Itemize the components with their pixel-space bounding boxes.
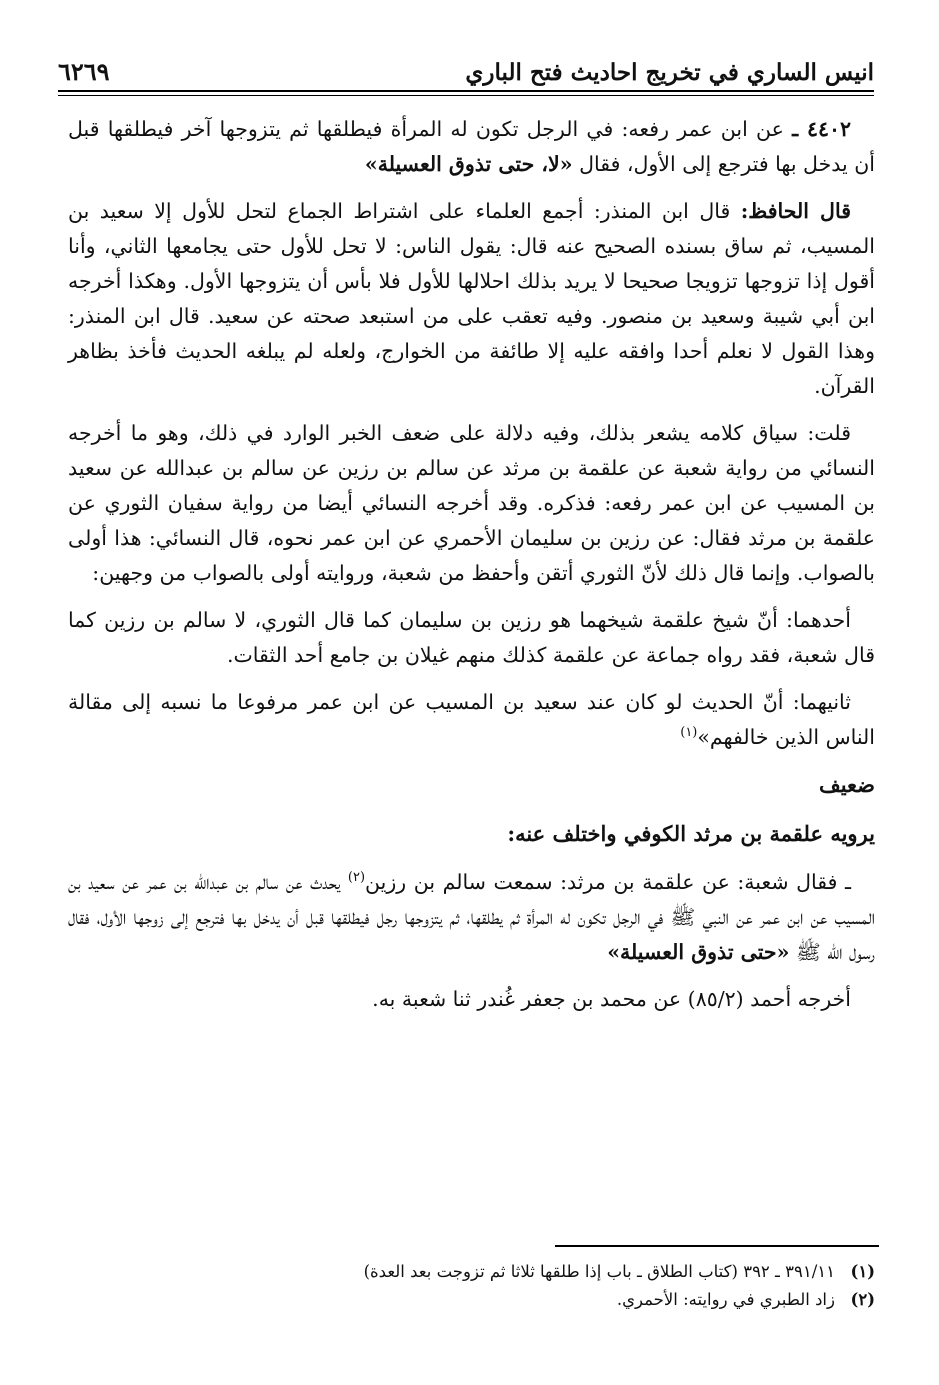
footnotes — [180, 1258, 875, 1314]
commentary-label: قال الحافظ: — [740, 199, 851, 223]
page-number: ٦٢٦٩ — [58, 57, 110, 86]
hadith-quote: «لا، حتى تذوق العسيلة» — [364, 152, 573, 176]
second-reason-text: ثانيهما: أنّ الحديث لو كان عند سعيد بن المسيب عن ابن عمر مرفوعا ما نسبه إلى مقالة الناس الذين خالفهم» — [68, 690, 875, 749]
hadith-text: عن ابن عمر رفعه: في الرجل تكون له المرأة فيطلقها ثم يتزوجها آخر فيطلقها قبل أن يدخل بها فترجع إلى الأول، فقال — [68, 117, 875, 176]
shuba-text-1: ـ فقال شعبة: عن علقمة بن مرثد: سمعت سالم بن رزين — [365, 870, 851, 894]
commentary-text: قال ابن المنذر: أجمع العلماء على اشتراط الجماع لتحل للأول إلا سعيد بن المسيب، ثم ساق بسنده الصحيح عنه قال: يقول الناس: لا تحل للأول حتى يجامعها الثاني، وأنا أقول إذا تزوجها تزويجا صحيحا لا يريد بذلك احلالها للأول فلا بأس أن يتزوجها الأول. وهكذا أخرجه ابن أبي شيبة وسعيد بن منصور. وفيه تعقب على من استبعد صحته عن سعيد. قال ابن المنذر: وهذا القول لا نعلم أحدا وافقه عليه إلا طائفة من الخوارج، ولعله لم يبلغه الحديث فأخذ بظاهر القرآن. — [68, 199, 875, 398]
footnote-ref-1: (١) — [680, 725, 698, 741]
book-title: انيس الساري في تخريج احاديث فتح الباري — [465, 59, 874, 86]
header-rule-thin — [58, 95, 874, 96]
footnote-text: زاد الطبري في روايته: الأحمري. — [616, 1290, 835, 1309]
shuba-text-2: يحدث عن سالم بن عبدالله بن عمر عن سعيد بن المسيب عن ابن عمر عن النبي ﷺ في الرجل تكون له المرأة ثم يطلقها، ثم يتزوجها رجل فيطلقها قبل أن يدخل بها فترجع إلى زوجها الأول، فقال رسول الله ﷺ — [68, 870, 875, 964]
shuba-quote: «حتى تذوق العسيلة» — [607, 940, 790, 964]
hadith-number: ٤٤٠٢ ـ — [792, 117, 851, 141]
footnote-ref-2: (٢) — [347, 870, 366, 886]
takhrij-paragraph: أخرجه أحمد (٨٥/٢) عن محمد بن جعفر غُندر ثنا شعبة به. — [372, 987, 851, 1011]
narration-subheading: يرويه علقمة بن مرثد الكوفي واختلف عنه: — [507, 821, 875, 846]
page-body — [68, 112, 875, 1029]
footnote — [180, 1258, 875, 1286]
first-reason-paragraph: أحدهما: أنّ شيخ علقمة شيخهما هو رزين بن سليمان كما قال الثوري، لا سالم بن رزين كما قال شعبة، فقد رواه جماعة عن علقمة كذلك منهم غيلان بن جامع أحد الثقات. — [68, 608, 875, 667]
hadith-paragraph — [68, 112, 875, 182]
commentary-paragraph — [68, 194, 875, 404]
footnote-rule — [555, 1245, 879, 1247]
footnote-number: (١) — [850, 1262, 875, 1281]
grade-heading: ضعيف — [818, 772, 875, 797]
header-rule-thick — [58, 90, 874, 92]
qult-paragraph: قلت: سياق كلامه يشعر بذلك، وفيه دلالة على ضعف الخبر الوارد في ذلك، وهو ما أخرجه النسائي من رواية شعبة عن علقمة بن مرثد عن سالم بن رزين عن سالم بن عبدالله عن سعيد بن المسيب عن ابن عمر رفعه: فذكره. وقد أخرجه النسائي أيضا من رواية سفيان الثوري عن علقمة بن مرثد فقال: عن رزين بن سليمان الأحمري عن ابن عمر نحوه، قال النسائي: هذا أولى بالصواب. وإنما قال ذلك لأنّ الثوري أتقن وأحفظ من شعبة، وروايته أولى بالصواب من وجهين: — [68, 421, 875, 585]
footnote — [180, 1286, 875, 1314]
footnote-text: ٣٩١/١١ ـ ٣٩٢ (كتاب الطلاق ـ باب إذا طلقها ثلاثا ثم تزوجت بعد العدة) — [363, 1262, 835, 1281]
running-header — [58, 50, 874, 86]
second-reason-paragraph — [68, 685, 875, 755]
footnote-number: (٢) — [850, 1290, 875, 1309]
shuba-paragraph — [68, 865, 875, 970]
